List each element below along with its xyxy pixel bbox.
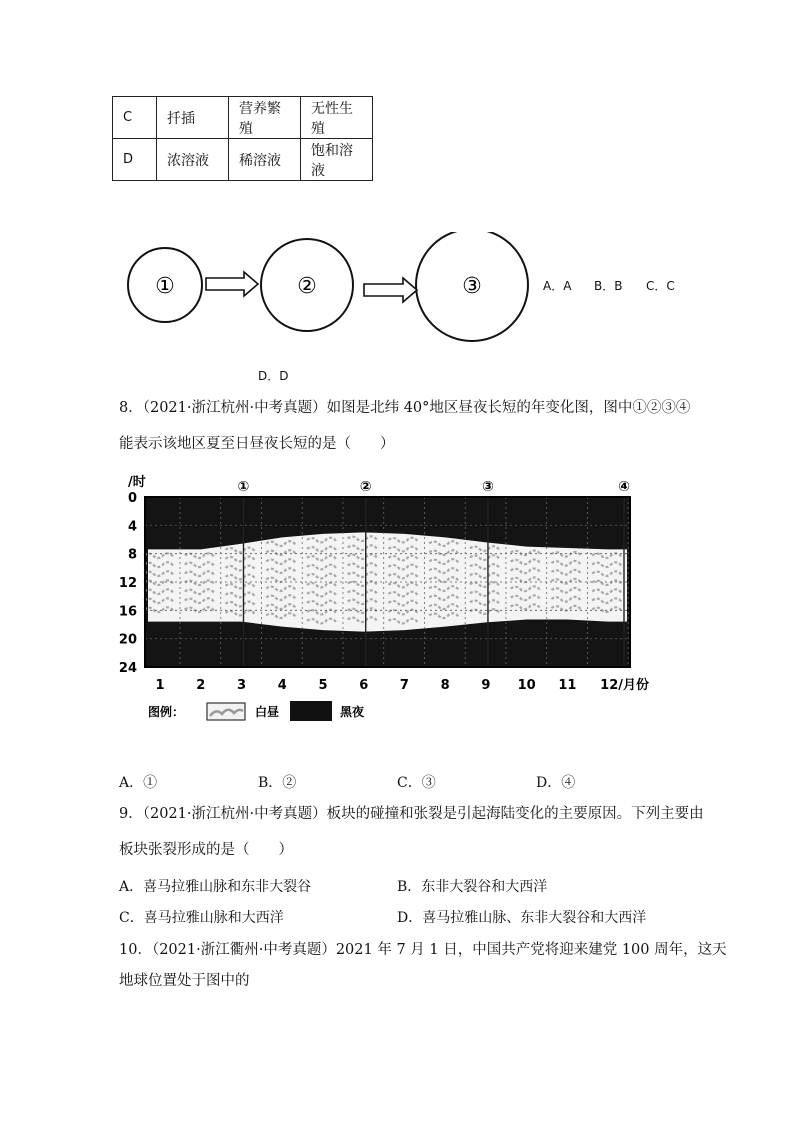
legend-title: 图例： (148, 705, 185, 719)
x-tick-label: 3 (236, 678, 247, 693)
x-tick-label: 12/月份 (600, 678, 650, 693)
q9-option-a[interactable]: A．喜马拉雅山脉和东非大裂谷 (119, 879, 312, 895)
day-night-chart (118, 470, 678, 730)
table-cell: 扦插 (157, 97, 229, 139)
q8-option-b[interactable]: B．② (258, 775, 297, 791)
y-tick-label: 8 (127, 547, 137, 563)
marker-label: ③ (482, 479, 494, 495)
q9-option-c[interactable]: C．喜马拉雅山脉和大西洋 (119, 910, 284, 926)
table-cell: C (113, 97, 157, 139)
circles-diagram (120, 232, 540, 344)
marker-label: ④ (618, 479, 630, 495)
x-tick-label: 5 (318, 678, 328, 693)
question-10-line2: 地球位置处于图中的 (119, 973, 250, 989)
q9-option-d[interactable]: D．喜马拉雅山脉、东非大裂谷和大西洋 (397, 910, 647, 926)
q8-option-a[interactable]: A．① (119, 775, 158, 791)
circle-label: ③ (462, 274, 482, 299)
y-tick-label: 20 (118, 632, 137, 648)
table-cell: 浓溶液 (157, 139, 229, 181)
classification-table (112, 96, 373, 181)
table-cell: 营养繁殖 (229, 97, 301, 139)
q9-option-b[interactable]: B．东非大裂谷和大西洋 (397, 879, 548, 895)
option-d[interactable]: D．D (258, 369, 289, 383)
x-tick-label: 10 (517, 678, 536, 693)
option-c[interactable]: C．C (646, 279, 675, 293)
marker-label: ② (359, 479, 372, 495)
option-b[interactable]: B．B (594, 279, 623, 293)
y-tick-label: 0 (127, 491, 137, 506)
y-tick-label: 24 (118, 661, 137, 676)
question-8-line1: 8．（2021·浙江杭州·中考真题）如图是北纬 40°地区昼夜长短的年变化图，图中①②③④ (119, 400, 691, 416)
marker-label: ① (237, 479, 250, 495)
y-tick-label: 4 (127, 519, 137, 535)
x-tick-label: 2 (196, 678, 206, 693)
legend-day-label: 白昼 (255, 705, 280, 719)
table-row (113, 97, 373, 139)
x-tick-label: 11 (558, 678, 577, 693)
q8-option-d[interactable]: D．④ (536, 775, 576, 791)
y-tick-label: 16 (118, 604, 137, 620)
x-tick-label: 6 (359, 678, 369, 693)
x-tick-label: 9 (481, 678, 491, 693)
table-cell: 无性生殖 (301, 97, 373, 139)
table-cell: D (113, 139, 157, 181)
y-tick-label: 12 (118, 576, 137, 591)
x-tick-label: 8 (440, 678, 450, 693)
arrow-right-icon (206, 272, 258, 296)
question-8-line2: 能表示该地区夏至日昼夜长短的是（ ） (119, 436, 395, 452)
table-cell: 饱和溶液 (301, 139, 373, 181)
legend-night-swatch (290, 701, 332, 721)
table-cell: 稀溶液 (229, 139, 301, 181)
option-a[interactable]: A．A (543, 279, 572, 293)
question-9-line2: 板块张裂形成的是（ ） (119, 842, 293, 858)
x-tick-label: 1 (155, 678, 165, 693)
x-tick-label: 4 (277, 678, 287, 693)
y-axis-label: /时 (128, 475, 146, 490)
x-tick-label: 7 (399, 678, 409, 693)
question-10-line1: 10．（2021·浙江衢州·中考真题）2021 年 7 月 1 日，中国共产党将迎来建党 100 周年，这天 (119, 942, 727, 958)
question-9-line1: 9．（2021·浙江杭州·中考真题）板块的碰撞和张裂是引起海陆变化的主要原因。下列主要由 (119, 806, 704, 822)
chart-plot (119, 479, 649, 693)
legend-night-label: 黑夜 (340, 705, 365, 719)
q8-option-c[interactable]: C．③ (397, 775, 436, 791)
circle-label: ① (155, 274, 175, 299)
arrow-right-icon (364, 278, 417, 302)
table-row (113, 139, 373, 181)
circle-label: ② (297, 274, 317, 299)
